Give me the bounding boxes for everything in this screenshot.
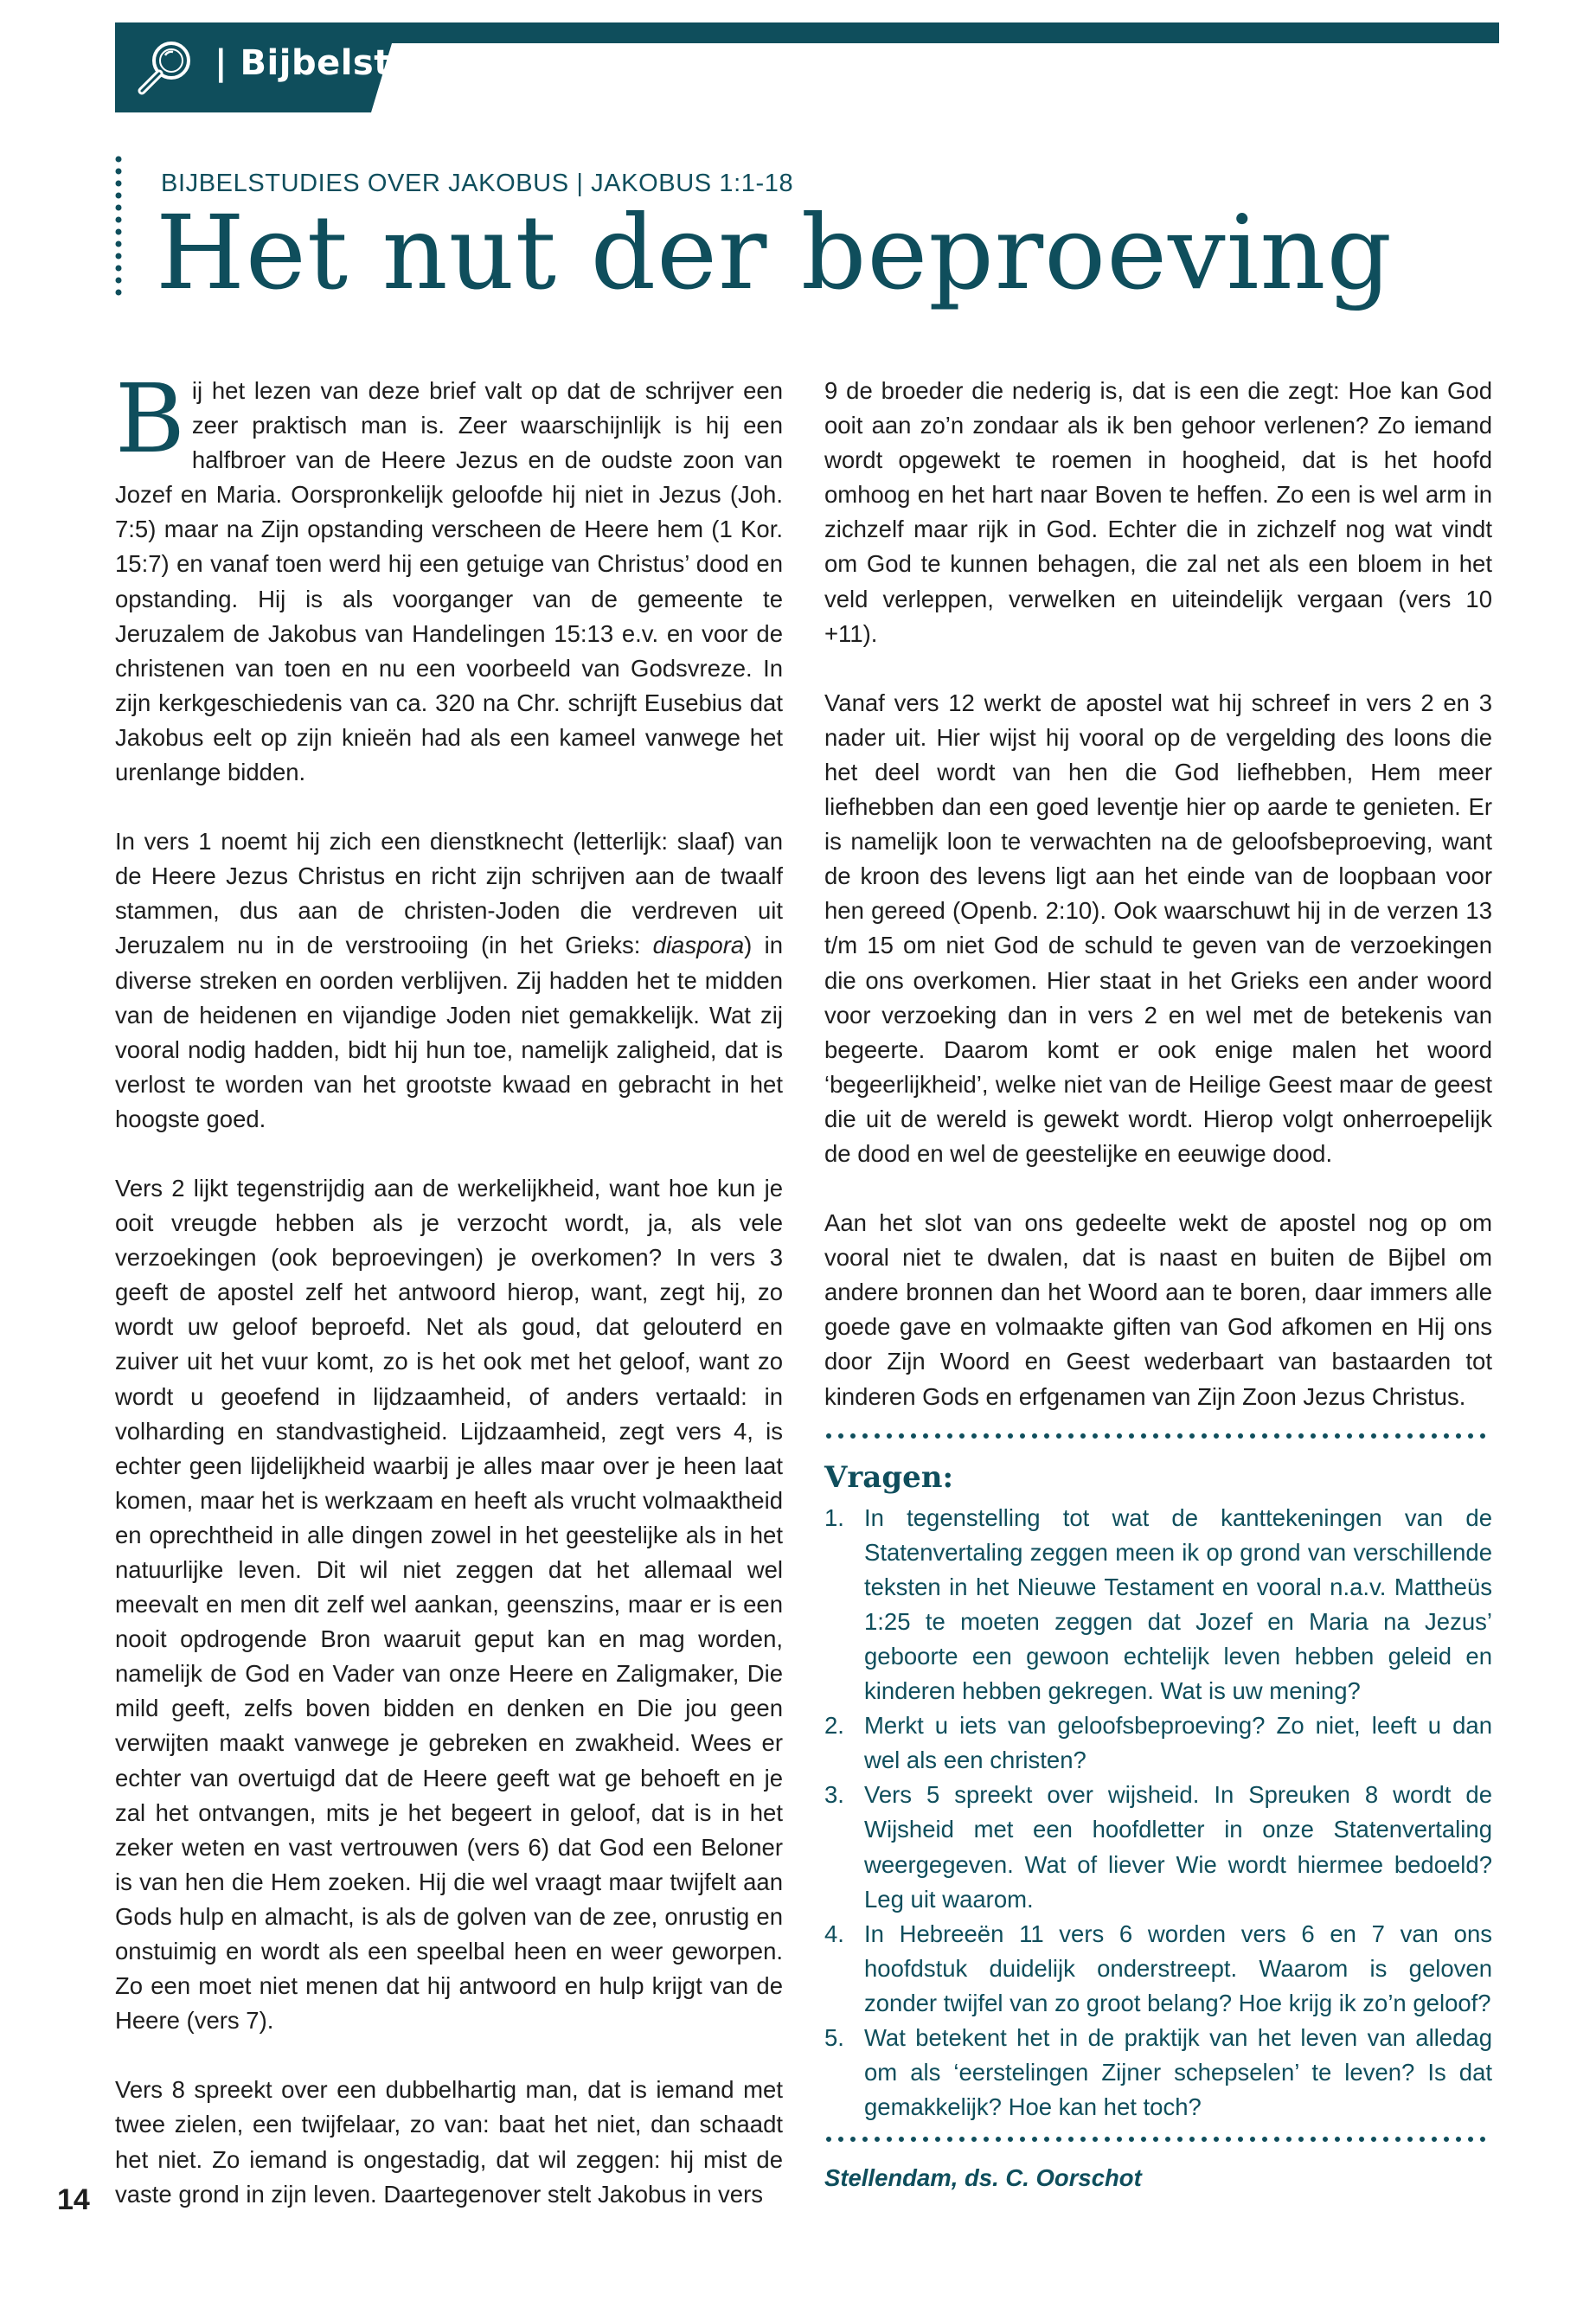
question-item: 1. In tegenstelling tot wat de kanttekeningen van de Statenvertaling zeggen meen ik op grond van verschillende teksten in het Nieuwe Testament en vooral n.a.v. Mattheüs 1:25 te moeten zeggen dat Jozef en Maria na Jezus’ geboorte een gewoon echtelijk leven hebben geleid en kinderen hebben gekregen. Wat is uw mening? xyxy=(824,1503,1492,1705)
article-kicker: BIJBELSTUDIES OVER JAKOBUS | JAKOBUS 1:1-18 xyxy=(161,170,794,197)
question-item: 2. Merkt u iets van geloofsbeproeving? Zo niet, leeft u dan wel als een christen? xyxy=(824,1712,1492,1774)
article-column-right xyxy=(824,374,1492,2195)
question-item: 3. Vers 5 spreekt over wijsheid. In Spreuken 8 wordt de Wijsheid met een hoofdletter in onze Statenvertaling weergegeven. Wat of liever Wie wordt hiermee bedoeld? Leg uit waarom. xyxy=(824,1781,1492,1913)
section-label: | Bijbelstudie xyxy=(215,43,478,83)
dotted-rule-top xyxy=(824,1430,1492,1442)
article-title: Het nut der beproeving xyxy=(156,193,1393,312)
page-number: 14 xyxy=(57,2183,90,2216)
dotted-divider-vertical xyxy=(115,156,122,298)
questions-list xyxy=(824,1501,1492,2125)
author-signature: Stellendam, ds. C. Oorschot xyxy=(824,2164,1142,2192)
question-item: 4. In Hebreeën 11 vers 6 worden vers 6 en 7 van ons hoofdstuk duidelijk onderstreept. Waarom is geloven zonder twijfel van zo groot belang? Hoe krijg ik zo’n geloof? xyxy=(824,1920,1492,2016)
dotted-rule-bottom xyxy=(824,2133,1492,2145)
article-column-left xyxy=(115,363,783,2212)
paragraph-vers-2: Vers 2 lijkt tegenstrijdig aan de werkelijkheid, want hoe kun je ooit vreugde hebben als je verzocht wordt, ja, als vele verzoekingen (ook beproevingen) je overkomen? In vers 3 geeft de apostel zelf het antwoord hierop, want, zegt hij, zo wordt uw geloof beproefd. Net als goud, dat gelouterd en zuiver uit het vuur komt, zo is het ook met het geloof, want zo wordt u geoefend in lijdzaamheid, of anders vertaald: in volharding en standvastigheid. Lijdzaamheid, zegt vers 4, is echter geen lijdelijkheid waarbij je alles maar over je heen laat komen, maar het is werkzaam en heeft als vrucht volmaaktheid en oprechtheid in alle dingen zowel in het geestelijke als in het natuurlijke leven. Dit wil niet zeggen dat het allemaal wel meevalt en men dit zelf wel aankan, geenszins, maar er is een nooit opdrogende Bron waaruit geput kan en mag worden, namelijk de God en Vader van onze Heere en Zaligmaker, Die mild geeft, zelfs boven bidden en denken en Die jou geen verwijten maakt vanwege je gebreken en zwakheid. Wees er echter van overtuigd dat de Heere geeft wat ge behoeft en je zal het ontvangen, mits je het begeert in geloof, dat is in het zeker weten en vast vertrouwen (vers 6) dat God een Beloner is van hen die Hem zoeken. Hij die wel vraagt maar twijfelt aan Gods hulp en almacht, is als de golven van de zee, onrustig en onstuimig en wordt als een speelbal heen en weer geworpen. Zo een moet niet menen dat hij antwoord en hulp krijgt van de Heere (vers 7). xyxy=(115,1174,783,2035)
question-item: 5. Wat betekent het in de praktijk van het leven van alledag om als ‘eerstelingen Zijner schepselen’ te leven? Is dat gemakkelijk? Hoe kan het toch? xyxy=(824,2024,1492,2121)
paragraph-vers-9: 9 de broeder die nederig is, dat is een die zegt: Hoe kan God ooit aan zo’n zondaar als ik ben gehoor verlenen? Zo iemand wordt opgewekt te roemen in hoogheid, dat is het hoofd omhoog en het hart naar Boven te heffen. Zo een is wel arm in zichzelf maar rijk in God. Echter die in zichzelf nog wat vindt om God te kunnen behagen, die zal net als een bloem in het veld verleppen, verwelken en uiteindelijk vergaan (vers 10 +11). xyxy=(824,377,1492,647)
paragraph-slot: Aan het slot van ons gedeelte wekt de apostel nog op om vooral niet te dwalen, dat is naast en buiten de Bijbel om andere bronnen dan het Woord aan te boren, daar immers alle goede gave en volmaakte giften van God afkomen en Hij ons door Zijn Woord en Geest wederbaart van bastaarden tot kinderen Gods en erfgenamen van Zijn Zoon Jezus Christus. xyxy=(824,1209,1492,1410)
paragraph-vers-8: Vers 8 spreekt over een dubbelhartig man, dat is iemand met twee zielen, een twijfelaar, zo van: baat het niet, dan schaadt het niet. Zo iemand is ongestadig, dat wil zeggen: hij mist de vaste grond in zijn leven. Daartegenover stelt Jakobus in vers xyxy=(115,2076,783,2208)
paragraph-vers-1: In vers 1 noemt hij zich een dienstknecht (letterlijk: slaaf) van de Heere Jezus Christus en richt zijn schrijven aan de twaalf stammen, dus aan de christen-Joden die verdreven uit Jeruzalem nu in de verstrooiing (in het Grieks: diaspora) in diverse streken en oorden verblijven. Zij hadden het te midden van de heidenen en vijandige Joden niet gemakkelijk. Wat zij vooral nodig hadden, bidt hij hun toe, namelijk zaligheid, dat is verlost te worden van het grootste kwaad en gebracht in het hoogste goed. xyxy=(115,828,783,1132)
drop-cap: B xyxy=(115,363,185,474)
questions-title: Vragen: xyxy=(824,1459,953,1495)
magnifier-icon xyxy=(130,35,199,104)
paragraph-vers-12: Vanaf vers 12 werkt de apostel wat hij schreef in vers 2 en 3 nader uit. Hier wijst hij vooral op de vergelding des loons die het deel wordt van hen die God liefhebben, Hem meer liefhebben dan een goed leventje hier op aarde te genieten. Er is namelijk loon te verwachten na de geloofsbeproeving, want de kroon des levens ligt aan het einde van de loopbaan voor hen gereed (Openb. 2:10). Ook waarschuwt hij in de verzen 13 t/m 15 om niet God de schuld te geven van de verzoekingen die ons overkomen. Hier staat in het Grieks een ander woord voor verzoeking dan in vers 2 en wel met de betekenis van begeerte. Daarom komt er ook enige malen het woord ‘begeerlijkheid’, welke niet van de Heilige Geest maar de geest die uit de wereld is gewekt wordt. Hierop volgt onherroepelijk de dood en wel de geestelijke en eeuwige dood. xyxy=(824,689,1492,1167)
paragraph-intro: Bij het lezen van deze brief valt op dat de schrijver een zeer praktisch man is. Zeer waarschijnlijk is hij een halfbroer van de Heere Jezus en de oudste zoon van Jozef en Maria. Oorspronkelijk geloofde hij niet in Jezus (Joh. 7:5) maar na Zijn opstanding verscheen de Heere hem (1 Kor. 15:7) en vanaf toen werd hij een getuige van Christus’ dood en opstanding. Hij is als voorganger van de gemeente te Jeruzalem de Jakobus van Handelingen 15:13 e.v. en voor de christenen van toen en nu een voorbeeld van Godsvreze. In zijn kerkgeschiedenis van ca. 320 na Chr. schrijft Eusebius dat Jakobus eelt op zijn knieën had als een kameel vanwege het urenlange bidden. xyxy=(115,363,783,786)
